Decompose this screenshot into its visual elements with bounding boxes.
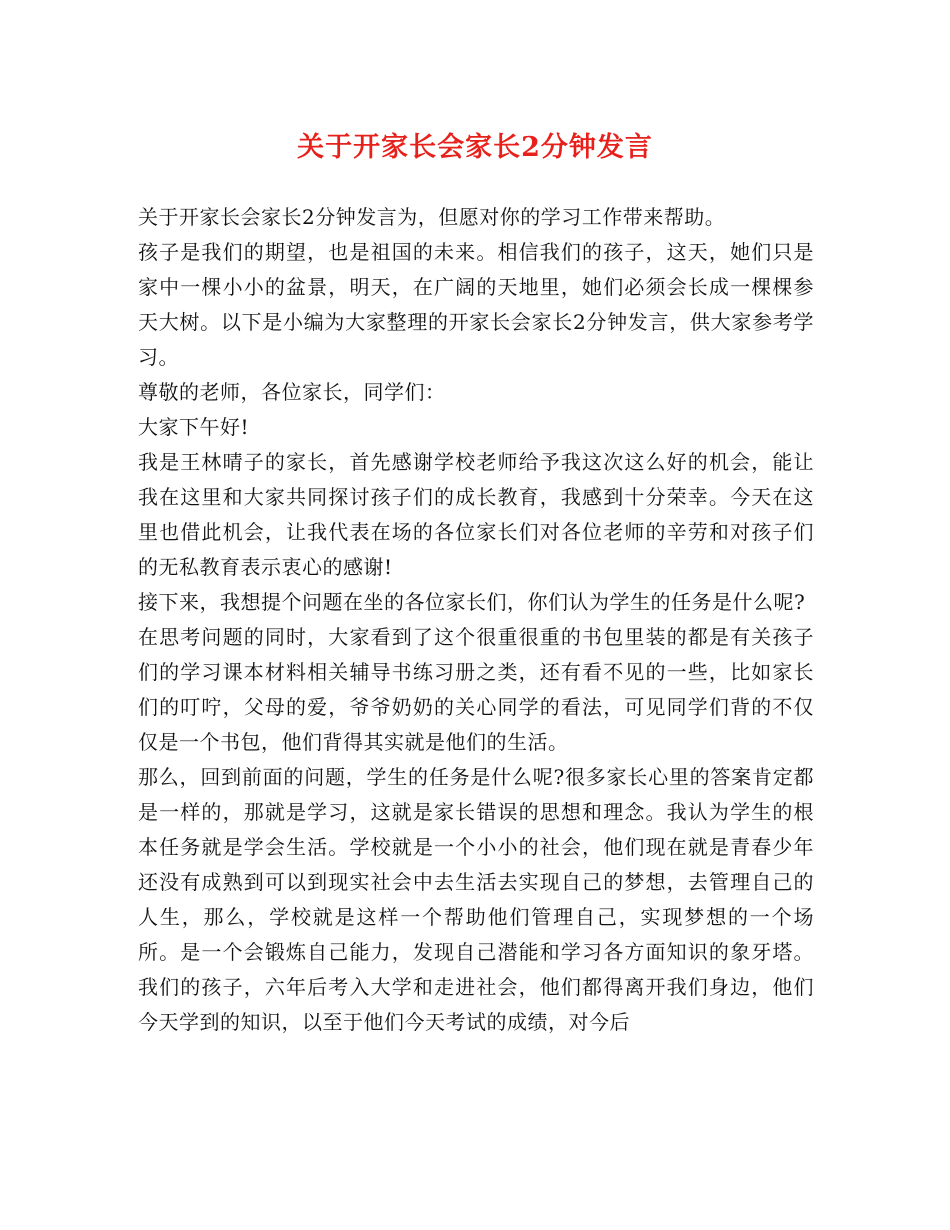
document-title: 关于开家长会家长2分钟发言 — [297, 132, 653, 163]
paragraph-intro: 关于开家长会家长2分钟发言为，但愿对你的学习工作带来帮助。 — [138, 205, 726, 229]
paragraph-question: 接下来，我想提个问题在坐的各位家长们，你们认为学生的任务是什么呢? — [138, 590, 806, 614]
document-body — [138, 200, 814, 1040]
paragraph-self-introduction: 我是王林晴子的家长，首先感谢学校老师给予我这次这么好的机会，能让我在这里和大家共同探讨孩子们的成长教育，我感到十分荣幸。今天在这里也借此机会，让我代表在场的各位家长们对各位老师的辛劳和对孩子们的无私教育表示衷心的感谢! — [138, 450, 814, 579]
paragraph-salutation: 尊敬的老师，各位家长，同学们： — [138, 380, 446, 404]
paragraph-summary: 孩子是我们的期望，也是祖国的未来。相信我们的孩子，这天，她们只是家中一棵小小的盆景，明天，在广阔的天地里，她们必须会长成一棵棵参天大树。以下是小编为大家整理的开家长会家长2分钟发言，供大家参考学习。 — [138, 240, 814, 369]
paragraph-greeting: 大家下午好! — [138, 415, 250, 439]
paragraph-task-of-students: 那么，回到前面的问题，学生的任务是什么呢?很多家长心里的答案肯定都是一样的，那就是学习，这就是家长错误的思想和理念。我认为学生的根本任务就是学会生活。学校就是一个小小的社会，他们现在就是青春少年还没有成熟到可以到现实社会中去生活去实现自己的梦想，去管理自己的人生，那么，学校就是这样一个帮助他们管理自己，实现梦想的一个场所。是一个会锻炼自己能力，发现自己潜能和学习各方面知识的象牙塔。我们的孩子，六年后考入大学和走进社会，他们都得离开我们身边，他们今天学到的知识，以至于他们今天考试的成绩，对今后 — [138, 765, 814, 1034]
paragraph-schoolbag: 在思考问题的同时，大家看到了这个很重很重的书包里装的都是有关孩子们的学习课本材料相关辅导书练习册之类，还有看不见的一些，比如家长们的叮咛，父母的爱，爷爷奶奶的关心同学的看法，可见同学们背的不仅仅是一个书包，他们背得其实就是他们的生活。 — [138, 625, 814, 754]
